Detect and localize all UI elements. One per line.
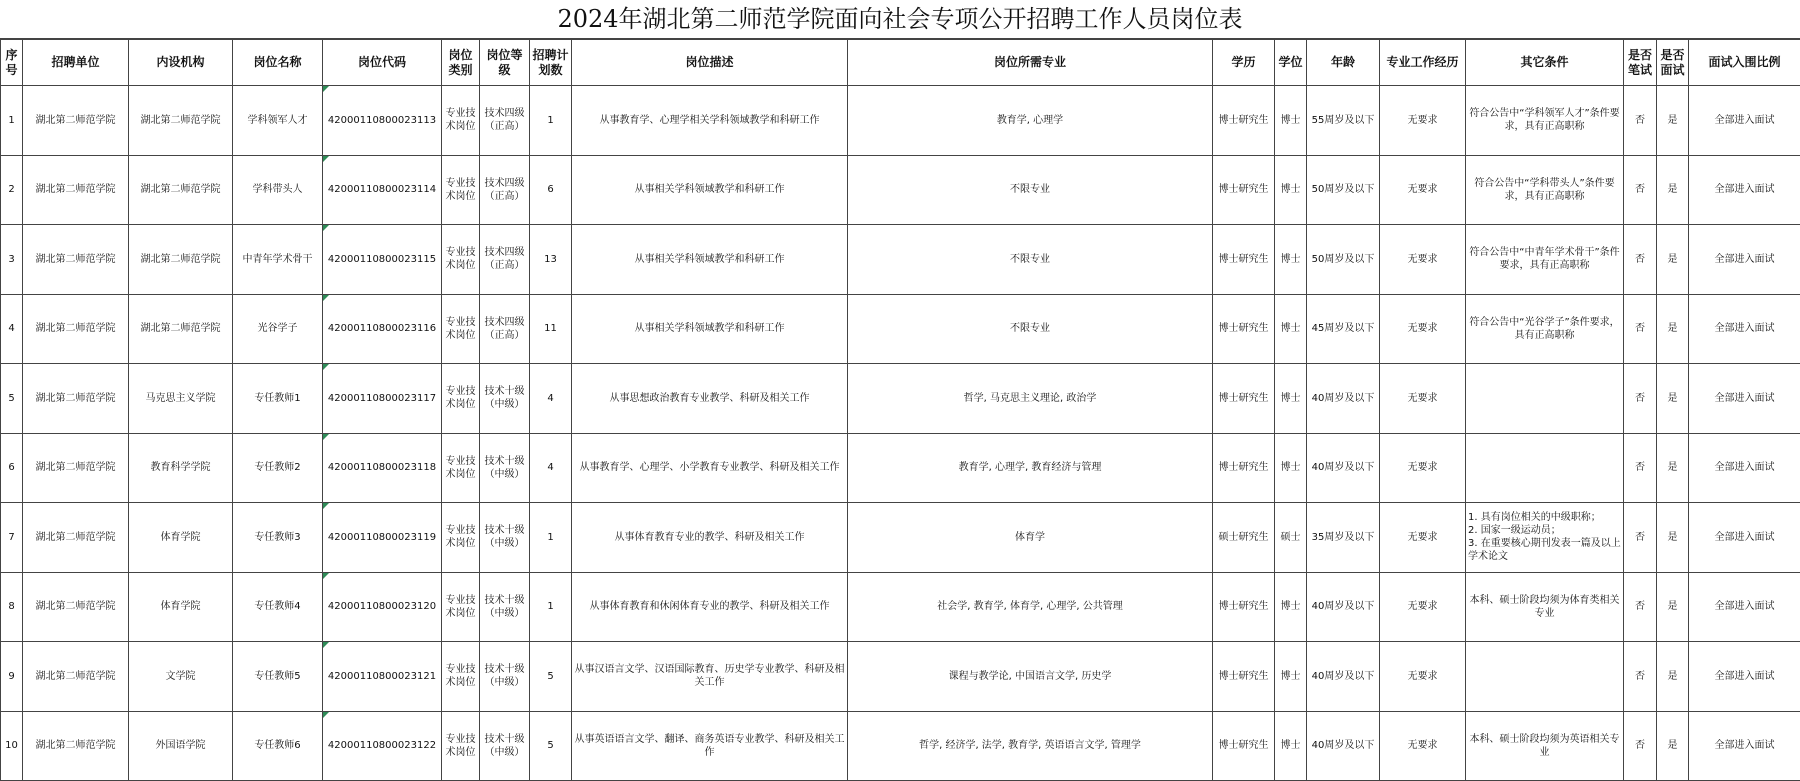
work-experience-cell: 无要求 <box>1380 642 1466 712</box>
position-level-cell: 技术四级（正高） <box>480 294 530 364</box>
written-exam-cell: 否 <box>1624 86 1657 156</box>
hiring-count-cell: 5 <box>530 642 572 712</box>
interview-ratio-cell: 全部进入面试 <box>1689 572 1800 642</box>
position-level-cell: 技术十级（中级） <box>480 433 530 503</box>
written-exam-cell: 否 <box>1624 364 1657 434</box>
table-row <box>1 711 1800 781</box>
header-cell: 学历 <box>1213 40 1275 86</box>
position-description-cell: 从事体育教育和休闲体育专业的教学、科研及相关工作 <box>572 572 848 642</box>
position-code-cell: 42000110800023113 <box>323 86 442 156</box>
education-cell: 博士研究生 <box>1213 433 1275 503</box>
position-description-cell: 从事体育教育专业的教学、科研及相关工作 <box>572 503 848 573</box>
other-conditions-cell: 符合公告中“光谷学子”条件要求，具有正高职称 <box>1466 294 1624 364</box>
education-cell: 博士研究生 <box>1213 86 1275 156</box>
age-cell: 50周岁及以下 <box>1307 155 1380 225</box>
other-conditions-cell: 符合公告中“中青年学术骨干”条件要求，具有正高职称 <box>1466 225 1624 295</box>
table-row <box>1 155 1800 225</box>
interview-ratio-cell: 全部进入面试 <box>1689 642 1800 712</box>
table-row <box>1 364 1800 434</box>
required-major-cell: 哲学, 经济学, 法学, 教育学, 英语语言文学, 管理学 <box>848 711 1213 781</box>
required-major-cell: 课程与教学论, 中国语言文学, 历史学 <box>848 642 1213 712</box>
serial-cell: 3 <box>1 225 23 295</box>
position-category-cell: 专业技术岗位 <box>442 294 480 364</box>
interview-cell: 是 <box>1657 572 1689 642</box>
position-level-cell: 技术十级（中级） <box>480 642 530 712</box>
table-row <box>1 86 1800 156</box>
degree-cell: 博士 <box>1275 642 1307 712</box>
position-description-cell: 从事汉语言文学、汉语国际教育、历史学专业教学、科研及相关工作 <box>572 642 848 712</box>
position-description-cell: 从事英语语言文学、翻译、商务英语专业教学、科研及相关工作 <box>572 711 848 781</box>
age-cell: 35周岁及以下 <box>1307 503 1380 573</box>
page-title: 2024年湖北第二师范学院面向社会专项公开招聘工作人员岗位表 <box>0 0 1800 39</box>
education-cell: 硕士研究生 <box>1213 503 1275 573</box>
interview-cell: 是 <box>1657 642 1689 712</box>
education-cell: 博士研究生 <box>1213 364 1275 434</box>
hiring-count-cell: 1 <box>530 503 572 573</box>
age-cell: 40周岁及以下 <box>1307 711 1380 781</box>
department-cell: 体育学院 <box>129 503 233 573</box>
position-level-cell: 技术四级（正高） <box>480 86 530 156</box>
header-cell: 招聘单位 <box>23 40 129 86</box>
department-cell: 文学院 <box>129 642 233 712</box>
written-exam-cell: 否 <box>1624 711 1657 781</box>
age-cell: 40周岁及以下 <box>1307 642 1380 712</box>
interview-ratio-cell: 全部进入面试 <box>1689 711 1800 781</box>
position-description-cell: 从事相关学科领域教学和科研工作 <box>572 225 848 295</box>
required-major-cell: 社会学, 教育学, 体育学, 心理学, 公共管理 <box>848 572 1213 642</box>
other-conditions-cell: 符合公告中“学科带头人”条件要求，具有正高职称 <box>1466 155 1624 225</box>
header-cell: 面试入围比例 <box>1689 40 1800 86</box>
position-level-cell: 技术四级（正高） <box>480 155 530 225</box>
work-experience-cell: 无要求 <box>1380 86 1466 156</box>
interview-cell: 是 <box>1657 503 1689 573</box>
hiring-count-cell: 1 <box>530 86 572 156</box>
degree-cell: 博士 <box>1275 225 1307 295</box>
position-code-cell: 42000110800023121 <box>323 642 442 712</box>
recruiting-unit-cell: 湖北第二师范学院 <box>23 294 129 364</box>
degree-cell: 博士 <box>1275 433 1307 503</box>
position-code-cell: 42000110800023116 <box>323 294 442 364</box>
work-experience-cell: 无要求 <box>1380 364 1466 434</box>
position-category-cell: 专业技术岗位 <box>442 503 480 573</box>
interview-ratio-cell: 全部进入面试 <box>1689 225 1800 295</box>
written-exam-cell: 否 <box>1624 572 1657 642</box>
table-row <box>1 503 1800 573</box>
age-cell: 50周岁及以下 <box>1307 225 1380 295</box>
required-major-cell: 教育学, 心理学 <box>848 86 1213 156</box>
header-row <box>1 40 1800 86</box>
degree-cell: 博士 <box>1275 572 1307 642</box>
work-experience-cell: 无要求 <box>1380 155 1466 225</box>
recruiting-unit-cell: 湖北第二师范学院 <box>23 572 129 642</box>
other-conditions-cell: 本科、硕士阶段均须为英语相关专业 <box>1466 711 1624 781</box>
position-description-cell: 从事教育学、心理学、小学教育专业教学、科研及相关工作 <box>572 433 848 503</box>
interview-cell: 是 <box>1657 86 1689 156</box>
age-cell: 55周岁及以下 <box>1307 86 1380 156</box>
degree-cell: 博士 <box>1275 294 1307 364</box>
header-cell: 岗位所需专业 <box>848 40 1213 86</box>
position-name-cell: 专任教师6 <box>233 711 323 781</box>
interview-ratio-cell: 全部进入面试 <box>1689 294 1800 364</box>
position-name-cell: 专任教师3 <box>233 503 323 573</box>
hiring-count-cell: 5 <box>530 711 572 781</box>
interview-ratio-cell: 全部进入面试 <box>1689 364 1800 434</box>
hiring-count-cell: 1 <box>530 572 572 642</box>
position-category-cell: 专业技术岗位 <box>442 364 480 434</box>
hiring-count-cell: 4 <box>530 433 572 503</box>
interview-cell: 是 <box>1657 364 1689 434</box>
work-experience-cell: 无要求 <box>1380 225 1466 295</box>
required-major-cell: 体育学 <box>848 503 1213 573</box>
position-code-cell: 42000110800023122 <box>323 711 442 781</box>
written-exam-cell: 否 <box>1624 433 1657 503</box>
header-cell: 其它条件 <box>1466 40 1624 86</box>
header-cell: 岗位代码 <box>323 40 442 86</box>
other-conditions-cell: 符合公告中“学科领军人才”条件要求，具有正高职称 <box>1466 86 1624 156</box>
interview-cell: 是 <box>1657 155 1689 225</box>
table-body <box>1 86 1800 781</box>
serial-cell: 2 <box>1 155 23 225</box>
position-description-cell: 从事相关学科领域教学和科研工作 <box>572 294 848 364</box>
other-conditions-cell: 本科、硕士阶段均须为体育类相关专业 <box>1466 572 1624 642</box>
header-cell: 年龄 <box>1307 40 1380 86</box>
work-experience-cell: 无要求 <box>1380 503 1466 573</box>
other-conditions-cell <box>1466 433 1624 503</box>
table-row <box>1 225 1800 295</box>
required-major-cell: 教育学, 心理学, 教育经济与管理 <box>848 433 1213 503</box>
header-cell: 是否笔试 <box>1624 40 1657 86</box>
interview-cell: 是 <box>1657 225 1689 295</box>
recruiting-unit-cell: 湖北第二师范学院 <box>23 433 129 503</box>
age-cell: 40周岁及以下 <box>1307 572 1380 642</box>
required-major-cell: 不限专业 <box>848 155 1213 225</box>
work-experience-cell: 无要求 <box>1380 433 1466 503</box>
degree-cell: 博士 <box>1275 155 1307 225</box>
position-code-cell: 42000110800023117 <box>323 364 442 434</box>
position-level-cell: 技术十级（中级） <box>480 503 530 573</box>
department-cell: 湖北第二师范学院 <box>129 294 233 364</box>
recruiting-unit-cell: 湖北第二师范学院 <box>23 364 129 434</box>
written-exam-cell: 否 <box>1624 503 1657 573</box>
recruiting-unit-cell: 湖北第二师范学院 <box>23 503 129 573</box>
interview-ratio-cell: 全部进入面试 <box>1689 155 1800 225</box>
position-level-cell: 技术四级（正高） <box>480 225 530 295</box>
required-major-cell: 哲学, 马克思主义理论, 政治学 <box>848 364 1213 434</box>
interview-cell: 是 <box>1657 294 1689 364</box>
position-category-cell: 专业技术岗位 <box>442 225 480 295</box>
serial-cell: 6 <box>1 433 23 503</box>
interview-ratio-cell: 全部进入面试 <box>1689 433 1800 503</box>
table-row <box>1 642 1800 712</box>
header-cell: 岗位等级 <box>480 40 530 86</box>
degree-cell: 博士 <box>1275 711 1307 781</box>
other-conditions-cell <box>1466 642 1624 712</box>
department-cell: 教育科学学院 <box>129 433 233 503</box>
position-name-cell: 专任教师4 <box>233 572 323 642</box>
interview-cell: 是 <box>1657 433 1689 503</box>
work-experience-cell: 无要求 <box>1380 572 1466 642</box>
header-cell: 序号 <box>1 40 23 86</box>
position-name-cell: 光谷学子 <box>233 294 323 364</box>
recruiting-unit-cell: 湖北第二师范学院 <box>23 711 129 781</box>
position-code-cell: 42000110800023118 <box>323 433 442 503</box>
serial-cell: 10 <box>1 711 23 781</box>
table-row <box>1 294 1800 364</box>
table-row <box>1 433 1800 503</box>
position-code-cell: 42000110800023119 <box>323 503 442 573</box>
education-cell: 博士研究生 <box>1213 711 1275 781</box>
header-cell: 专业工作经历 <box>1380 40 1466 86</box>
position-name-cell: 学科带头人 <box>233 155 323 225</box>
position-code-cell: 42000110800023115 <box>323 225 442 295</box>
serial-cell: 5 <box>1 364 23 434</box>
other-conditions-cell <box>1466 364 1624 434</box>
serial-cell: 7 <box>1 503 23 573</box>
serial-cell: 1 <box>1 86 23 156</box>
header-cell: 内设机构 <box>129 40 233 86</box>
position-name-cell: 专任教师5 <box>233 642 323 712</box>
position-category-cell: 专业技术岗位 <box>442 572 480 642</box>
recruiting-unit-cell: 湖北第二师范学院 <box>23 642 129 712</box>
age-cell: 40周岁及以下 <box>1307 364 1380 434</box>
education-cell: 博士研究生 <box>1213 225 1275 295</box>
written-exam-cell: 否 <box>1624 225 1657 295</box>
interview-cell: 是 <box>1657 711 1689 781</box>
department-cell: 湖北第二师范学院 <box>129 86 233 156</box>
position-code-cell: 42000110800023114 <box>323 155 442 225</box>
hiring-count-cell: 13 <box>530 225 572 295</box>
position-description-cell: 从事相关学科领域教学和科研工作 <box>572 155 848 225</box>
position-category-cell: 专业技术岗位 <box>442 155 480 225</box>
work-experience-cell: 无要求 <box>1380 711 1466 781</box>
age-cell: 40周岁及以下 <box>1307 433 1380 503</box>
written-exam-cell: 否 <box>1624 294 1657 364</box>
education-cell: 博士研究生 <box>1213 294 1275 364</box>
written-exam-cell: 否 <box>1624 155 1657 225</box>
serial-cell: 9 <box>1 642 23 712</box>
header-cell: 是否面试 <box>1657 40 1689 86</box>
position-name-cell: 学科领军人才 <box>233 86 323 156</box>
other-conditions-cell: 1. 具有岗位相关的中级职称； 2. 国家一级运动员； 3. 在重要核心期刊发表一篇及以上学术论文 <box>1466 503 1624 573</box>
position-level-cell: 技术十级（中级） <box>480 364 530 434</box>
required-major-cell: 不限专业 <box>848 225 1213 295</box>
degree-cell: 硕士 <box>1275 503 1307 573</box>
education-cell: 博士研究生 <box>1213 572 1275 642</box>
department-cell: 湖北第二师范学院 <box>129 155 233 225</box>
interview-ratio-cell: 全部进入面试 <box>1689 503 1800 573</box>
recruiting-unit-cell: 湖北第二师范学院 <box>23 225 129 295</box>
header-cell: 岗位名称 <box>233 40 323 86</box>
recruiting-unit-cell: 湖北第二师范学院 <box>23 86 129 156</box>
position-name-cell: 专任教师1 <box>233 364 323 434</box>
age-cell: 45周岁及以下 <box>1307 294 1380 364</box>
serial-cell: 4 <box>1 294 23 364</box>
work-experience-cell: 无要求 <box>1380 294 1466 364</box>
department-cell: 湖北第二师范学院 <box>129 225 233 295</box>
position-category-cell: 专业技术岗位 <box>442 642 480 712</box>
recruiting-unit-cell: 湖北第二师范学院 <box>23 155 129 225</box>
position-category-cell: 专业技术岗位 <box>442 86 480 156</box>
header-cell: 岗位类别 <box>442 40 480 86</box>
serial-cell: 8 <box>1 572 23 642</box>
position-name-cell: 中青年学术骨干 <box>233 225 323 295</box>
written-exam-cell: 否 <box>1624 642 1657 712</box>
positions-table <box>0 39 1800 781</box>
required-major-cell: 不限专业 <box>848 294 1213 364</box>
position-code-cell: 42000110800023120 <box>323 572 442 642</box>
hiring-count-cell: 11 <box>530 294 572 364</box>
position-level-cell: 技术十级（中级） <box>480 711 530 781</box>
position-description-cell: 从事思想政治教育专业教学、科研及相关工作 <box>572 364 848 434</box>
position-category-cell: 专业技术岗位 <box>442 433 480 503</box>
hiring-count-cell: 6 <box>530 155 572 225</box>
header-cell: 岗位描述 <box>572 40 848 86</box>
position-description-cell: 从事教育学、心理学相关学科领域教学和科研工作 <box>572 86 848 156</box>
table-row <box>1 572 1800 642</box>
position-name-cell: 专任教师2 <box>233 433 323 503</box>
header-cell: 学位 <box>1275 40 1307 86</box>
department-cell: 马克思主义学院 <box>129 364 233 434</box>
department-cell: 体育学院 <box>129 572 233 642</box>
degree-cell: 博士 <box>1275 364 1307 434</box>
position-category-cell: 专业技术岗位 <box>442 711 480 781</box>
position-level-cell: 技术十级（中级） <box>480 572 530 642</box>
degree-cell: 博士 <box>1275 86 1307 156</box>
header-cell: 招聘计划数 <box>530 40 572 86</box>
department-cell: 外国语学院 <box>129 711 233 781</box>
education-cell: 博士研究生 <box>1213 155 1275 225</box>
interview-ratio-cell: 全部进入面试 <box>1689 86 1800 156</box>
hiring-count-cell: 4 <box>530 364 572 434</box>
education-cell: 博士研究生 <box>1213 642 1275 712</box>
